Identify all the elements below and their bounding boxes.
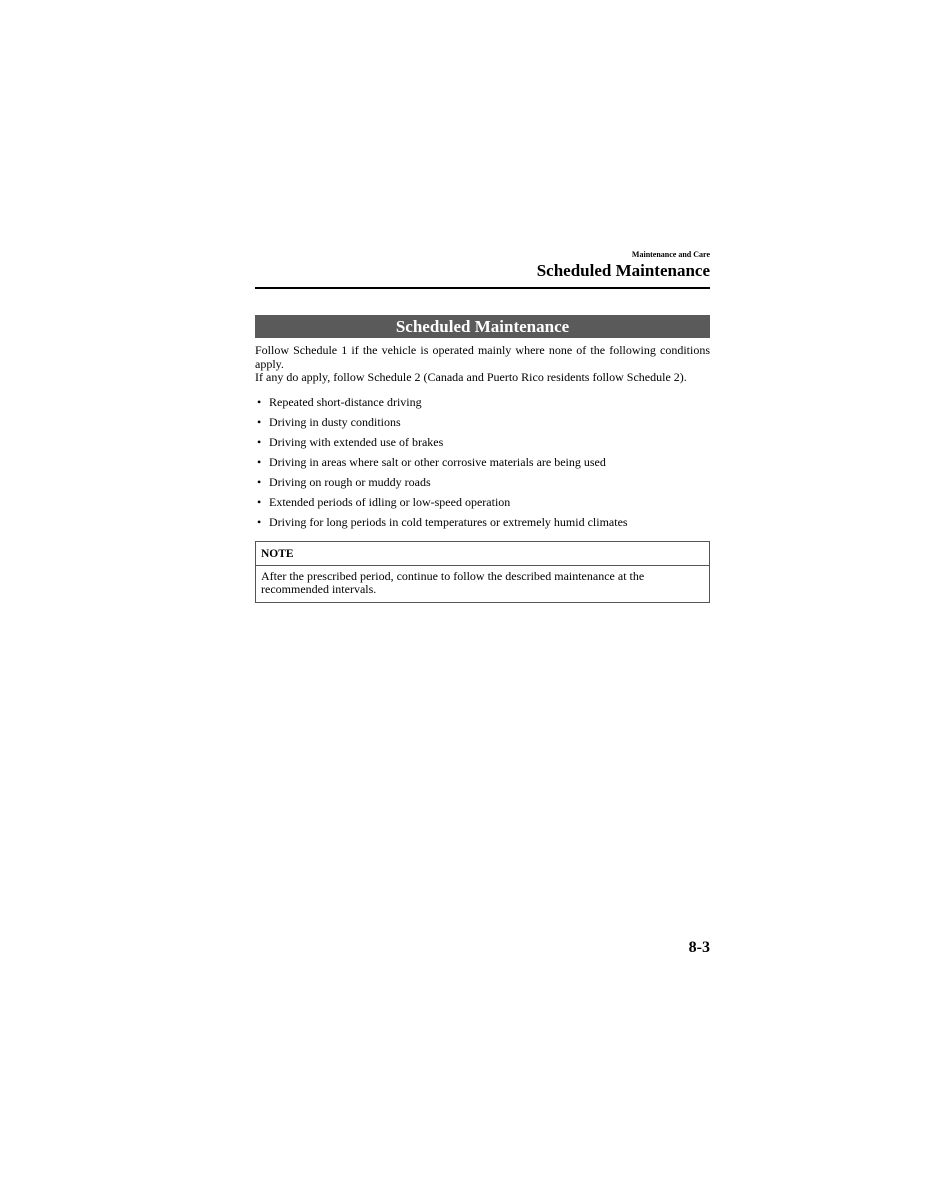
note-text: After the prescribed period, continue to follow the described maintenance at the recommended intervals. <box>261 568 645 596</box>
bullet-icon: • <box>257 434 262 449</box>
note-label: NOTE <box>256 542 709 566</box>
conditions-list <box>255 392 710 532</box>
list-item-text: Extended periods of idling or low-speed operation <box>269 494 511 509</box>
running-chapter-title: Maintenance and Care <box>631 250 710 259</box>
bullet-icon: • <box>257 454 262 469</box>
bullet-icon: • <box>257 514 262 529</box>
list-item-text: Repeated short-distance driving <box>269 394 422 409</box>
list-item <box>255 512 710 532</box>
list-item-text: Driving with extended use of brakes <box>269 434 444 449</box>
list-item <box>255 392 710 412</box>
list-item-text: Driving in areas where salt or other corrosive materials are being used <box>269 454 606 469</box>
bullet-icon: • <box>257 394 262 409</box>
manual-page <box>255 250 710 603</box>
list-item <box>255 492 710 512</box>
intro-paragraph-1: Follow Schedule 1 if the vehicle is operated mainly where none of the following conditions apply. <box>255 343 710 371</box>
bullet-icon: • <box>257 474 262 489</box>
list-item <box>255 472 710 492</box>
intro-paragraph-2: If any do apply, follow Schedule 2 (Canada and Puerto Rico residents follow Schedule 2). <box>255 370 687 384</box>
note-box <box>255 541 710 603</box>
list-item <box>255 452 710 472</box>
header-rule <box>255 287 710 289</box>
bullet-icon: • <box>257 494 262 509</box>
list-item <box>255 432 710 452</box>
list-item-text: Driving for long periods in cold temperatures or extremely humid climates <box>269 514 628 529</box>
running-section-title: Scheduled Maintenance <box>536 261 710 280</box>
bullet-icon: • <box>257 414 262 429</box>
intro-text <box>255 344 710 385</box>
list-item <box>255 412 710 432</box>
page-number: 8-3 <box>688 939 710 956</box>
list-item-text: Driving in dusty conditions <box>269 414 401 429</box>
list-item-text: Driving on rough or muddy roads <box>269 474 431 489</box>
section-heading: Scheduled Maintenance <box>255 315 710 338</box>
